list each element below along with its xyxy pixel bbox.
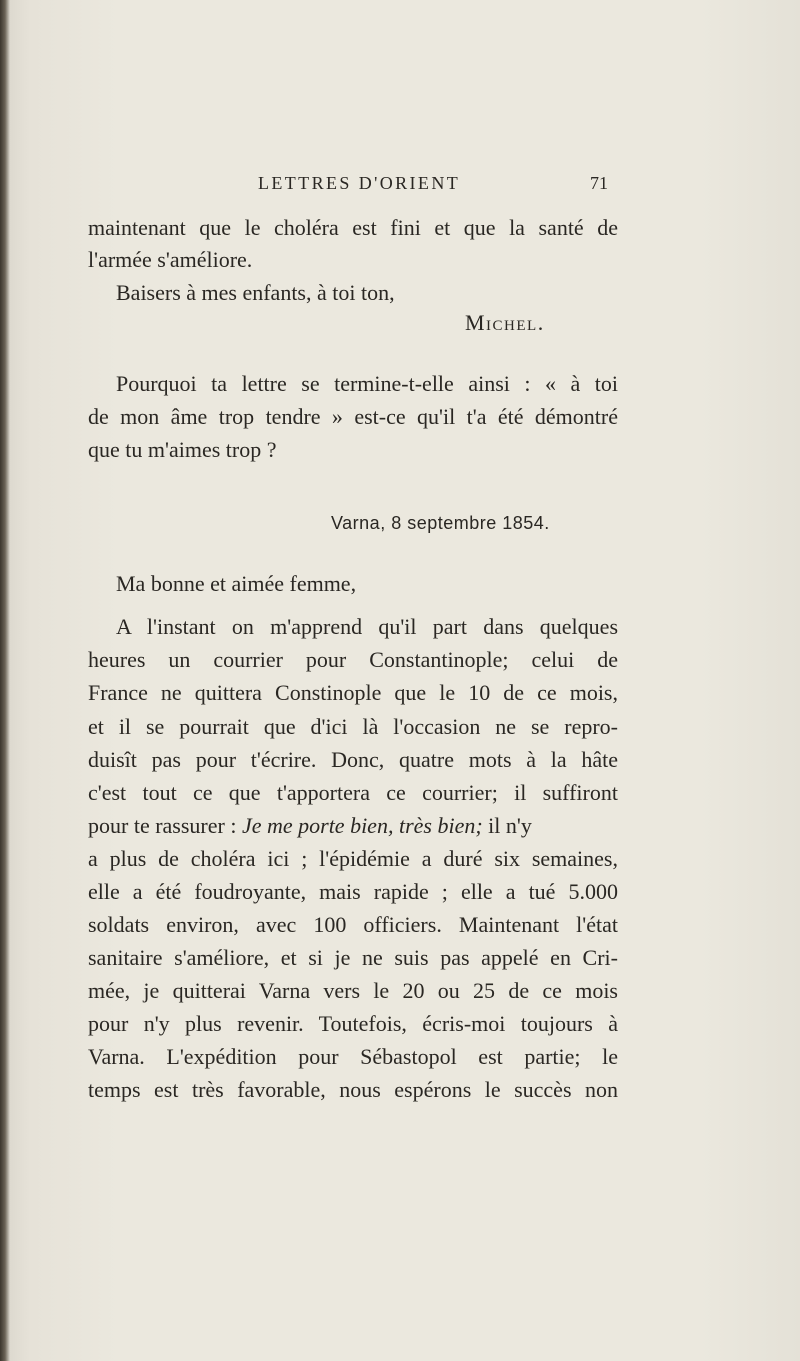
text-line: France ne quittera Constinople que le 10 de ce mois, bbox=[88, 680, 618, 705]
text-line: maintenant que le choléra est fini et que la santé de bbox=[88, 215, 618, 240]
text-segment: il n'y bbox=[482, 813, 532, 838]
text-line: pour n'y plus revenir. Toutefois, écris-moi toujours à bbox=[88, 1011, 618, 1036]
text-line: sanitaire s'améliore, et si je ne suis pas appelé en Cri- bbox=[88, 945, 618, 970]
text-line: l'armée s'améliore. bbox=[88, 247, 253, 272]
closing-line: Baisers à mes enfants, à toi ton, bbox=[116, 280, 395, 305]
text-line: heures un courrier pour Constantinople; celui de bbox=[88, 647, 618, 672]
text-line: a plus de choléra ici ; l'épidémie a duré six semaines, bbox=[88, 846, 618, 871]
text-line: elle a été foudroyante, mais rapide ; elle a tué 5.000 bbox=[88, 879, 618, 904]
text-line: temps est très favorable, nous espérons le succès non bbox=[88, 1077, 618, 1102]
text-line: et il se pourrait que d'ici là l'occasion ne se repro- bbox=[88, 714, 618, 739]
page-number: 71 bbox=[590, 173, 608, 193]
salutation: Ma bonne et aimée femme, bbox=[116, 571, 357, 596]
running-title: LETTRES D'ORIENT bbox=[258, 173, 461, 193]
text-line: de mon âme trop tendre » est-ce qu'il t'a été démontré bbox=[88, 404, 618, 429]
text-segment: pour te rassurer : bbox=[88, 813, 242, 838]
running-head bbox=[88, 173, 618, 199]
binding-edge bbox=[0, 0, 10, 1361]
text-line: A l'instant on m'apprend qu'il part dans quelques bbox=[116, 614, 618, 639]
signature: Michel. bbox=[465, 310, 545, 335]
text-line: mée, je quitterai Varna vers le 20 ou 25 de ce mois bbox=[88, 978, 618, 1003]
text-line: que tu m'aimes trop ? bbox=[88, 437, 277, 462]
text-line: c'est tout ce que t'apportera ce courrier; il suffiront bbox=[88, 780, 618, 805]
text-line: soldats environ, avec 100 officiers. Maintenant l'état bbox=[88, 912, 618, 937]
dateline: Varna, 8 septembre 1854. bbox=[331, 513, 550, 533]
text-line-mixed bbox=[88, 810, 618, 842]
text-line: duisît pas pour t'écrire. Donc, quatre mots à la hâte bbox=[88, 747, 618, 772]
text-line: Pourquoi ta lettre se termine-t-elle ainsi : « à toi bbox=[116, 371, 618, 396]
text-line: Varna. L'expédition pour Sébastopol est partie; le bbox=[88, 1044, 618, 1069]
italic-segment: Je me porte bien, très bien; bbox=[241, 813, 483, 838]
